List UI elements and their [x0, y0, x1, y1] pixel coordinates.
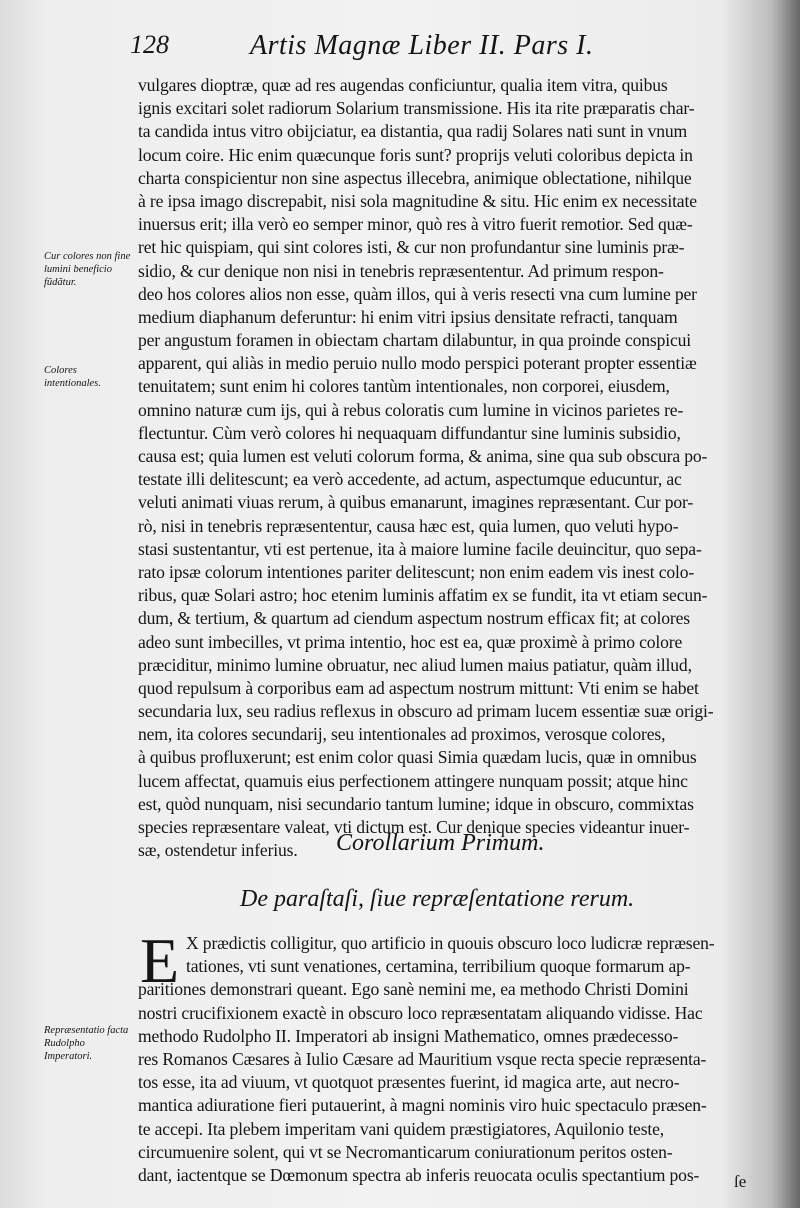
- text-line: te accepi. Ita plebem imperitam vani quidem præstigiatores, Aquilonio teste,: [138, 1118, 665, 1139]
- text-line: præciditur, minimo lumine obruatur, nec aliud lumen maius patiatur, quàm illud,: [138, 654, 692, 675]
- running-title: Artis Magnæ Liber II. Pars I.: [250, 30, 594, 61]
- text-line: testate illi delitescunt; ea verò accedente, ad actum, aspectumque educuntur, ac: [138, 469, 682, 490]
- text-line: tos esse, ita ad viuum, vt quotquot præsentes fuerint, id magica arte, aut necro-: [138, 1072, 680, 1093]
- corollary-section: [138, 925, 766, 1187]
- text-line: dant, iactentque se Dœmonum spectra ab inferis reuocata oculis spectantium pos-: [138, 1164, 700, 1185]
- text-line: ignis excitari solet radiorum Solarium transmissione. His ita rite præparatis char-: [138, 98, 695, 119]
- text-line: nem, ita colores secundarij, seu intentionales ad proximos, verosque colores,: [138, 724, 666, 745]
- text-line: est, quòd nunquam, nisi secundario tantum lumine; idque in obscuro, commixtas: [138, 793, 694, 814]
- text-line: per angustum foramen in obiectam chartam dilabuntur, in qua proinde conspicui: [138, 330, 692, 351]
- margin-note-colores: Cur colores non fine lumini beneficio fũdãtur.: [44, 251, 131, 288]
- text-line: rò, nisi in tenebris repræsententur, causa hæc est, quia lumen, quo veluti hypo-: [138, 515, 679, 536]
- text-line: locum coire. Hic enim quæcunque foris sunt? proprijs veluti coloribus depicta in: [138, 144, 693, 165]
- text-line: tationes, vti sunt venationes, certamina, terribilium quoque formarum ap-: [186, 956, 691, 977]
- text-line: X prædictis colligitur, quo artificio in quouis obscuro loco ludicræ repræsen-: [186, 933, 715, 953]
- text-line: deo hos colores alios non esse, quàm illos, qui à veris resecti vna cum lumine per: [138, 283, 697, 304]
- text-line: dum, & tertium, & quartum ad ciendum aspectum nostrum efficax fit; at colores: [138, 608, 690, 629]
- bleed-through-mark: [30, 118, 120, 148]
- margin-note-rudolpho: Repræsentatio facta Rudolpho Imperatori.: [44, 1025, 129, 1062]
- text-line: inuersus erit; illa verò eo semper minor, quò res à vitro fuerit remotior. Sed quæ-: [138, 214, 693, 235]
- text-line: ribus, quæ Solari astro; hoc etenim luminis affatim ex se fundit, ita vt etiam secun-: [138, 585, 708, 606]
- text-line: nostri crucifixionem exactè in obscuro loco repræsentatam aliquando vidisse. Hac: [138, 1002, 703, 1023]
- main-text-block: [138, 74, 766, 862]
- text-line: à quibus profluxerunt; est enim color quasi Simia quædam lucis, quæ in omnibus: [138, 747, 697, 768]
- page-header: [130, 30, 690, 70]
- text-line: sidio, & cur denique non nisi in tenebris repræsententur. Ad primum respon-: [138, 260, 664, 281]
- text-line: adeo sunt imbecilles, vt prima intentio, hoc est ea, quæ proximè à primo colore: [138, 631, 683, 652]
- text-line: paritiones demonstrari queant. Ego sanè nemini me, ea methodo Christi Domini: [138, 979, 689, 1000]
- text-line: à re ipsa imago discrepabit, nisi sola magnitudine & situ. Hic enim ex necessitate: [138, 190, 697, 211]
- margin-note-intentionales: Colores intentionales.: [44, 365, 101, 389]
- text-line: apparent, qui aliàs in medio peruio nullo modo perspici poterant propter essentiæ: [138, 353, 697, 374]
- text-line: charta conspicientur non sine aspectus illecebra, animique oblectatione, nihilque: [138, 167, 692, 188]
- text-line: ta candida intus vitro obijciatur, ea distantia, qua radij Solares nati sunt in vnum: [138, 121, 688, 142]
- text-line: rato ipsæ colorum intentiones pariter delitescunt; non enim eadem vis inest colo-: [138, 561, 695, 582]
- text-line: methodo Rudolpho II. Imperatori ab insigni Mathematico, omnes prædecesso-: [138, 1025, 679, 1046]
- text-line: medium diaphanum deferuntur: hi enim vitri ipsius densitate refracti, tanquam: [138, 306, 678, 327]
- text-line: quod repulsum à corporibus eam ad aspectum nostrum mittunt: Vti enim se habet: [138, 677, 699, 698]
- page-gutter-shadow: [770, 0, 800, 1208]
- text-line: flectuntur. Cùm verò colores hi nequaquam diffundantur sine luminis subsidio,: [138, 422, 681, 443]
- section-subtitle: De paraſtaſi, ſiue repræſentatione rerum.: [240, 886, 635, 912]
- text-line: vulgares dioptræ, quæ ad res augendas conficiuntur, qualia item vitra, quibus: [138, 75, 668, 95]
- text-line: tenuitatem; sunt enim hi colores tantùm intentionales, non corporei, eiusdem,: [138, 376, 670, 397]
- page-number: 128: [130, 30, 169, 59]
- text-line: ret hic quispiam, qui sint colores isti, & cur non profundantur sine luminis præ-: [138, 237, 685, 258]
- text-line: sæ, ostendetur inferius.: [138, 840, 298, 861]
- drop-cap-initial: E: [140, 925, 180, 996]
- text-line: secundaria lux, seu radius reflexus in obscuro ad primam lucem essentiæ suæ origi-: [138, 701, 714, 722]
- text-line: mantica adiuratione fieri putauerint, à magni nominis viro huic spectaculo præsen-: [138, 1095, 707, 1116]
- text-line: omnino naturæ cum ijs, qui à rebus coloratis cum lumine in vicinos parietes re-: [138, 399, 684, 420]
- catchword: ſe: [734, 1172, 747, 1191]
- corollary-heading: Corollarium Primum.: [336, 830, 545, 856]
- text-line: res Romanos Cæsares à Iulio Cæsare ad Mauritium vsque recta specie repræsenta-: [138, 1048, 707, 1069]
- text-line: stasi sustentantur, vti est pertenue, ita à maiore lumine facile deuincitur, quo sepa-: [138, 538, 702, 559]
- text-line: causa est; quia lumen est veluti colorum forma, & anima, sine qua sub obscura po-: [138, 446, 708, 466]
- text-line: lucem affectat, quamuis eius perfectionem attingere nunquam possit; atque hinc: [138, 770, 688, 791]
- text-line: species repræsentare valeat, vti dictum est. Cur denique species videantur inuer-: [138, 817, 690, 837]
- text-line: circumuenire solent, qui vt se Necromanticarum coniurationum peritos osten-: [138, 1141, 673, 1162]
- text-line: veluti animati viuas rerum, à quibus emanarunt, imagines repræsentant. Cur por-: [138, 492, 694, 513]
